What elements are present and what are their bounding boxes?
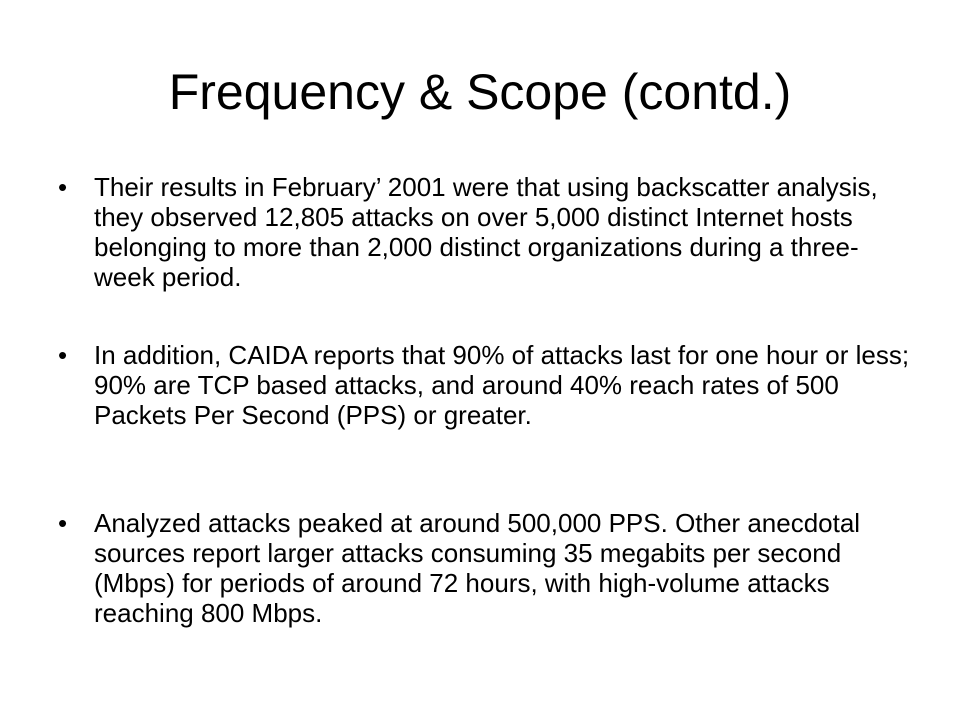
bullet-text: In addition, CAIDA reports that 90% of attacks last for one hour or less; 90% are TCP based attacks, and around 40% reach rates of 500 Packets Per Second (PPS) or greater. xyxy=(94,340,910,430)
bullet-text: Their results in February’ 2001 were that using backscatter analysis, they observed 12,805 attacks on over 5,000 distinct Internet hosts belonging to more than 2,000 distinct organizations during a three-week period. xyxy=(94,172,878,292)
bullet-dot-icon: • xyxy=(58,172,68,202)
bullet-item xyxy=(58,508,914,628)
bullet-item xyxy=(58,340,914,430)
slide-title: Frequency & Scope (contd.) xyxy=(168,64,792,120)
bullet-item xyxy=(58,172,914,292)
bullet-dot-icon: • xyxy=(58,340,68,370)
bullet-dot-icon: • xyxy=(58,508,68,538)
bullet-text: Analyzed attacks peaked at around 500,000 PPS. Other anecdotal sources report larger attacks consuming 35 megabits per second (Mbps) for periods of around 72 hours, with high-volume attacks reaching 800 Mbps. xyxy=(94,508,861,628)
